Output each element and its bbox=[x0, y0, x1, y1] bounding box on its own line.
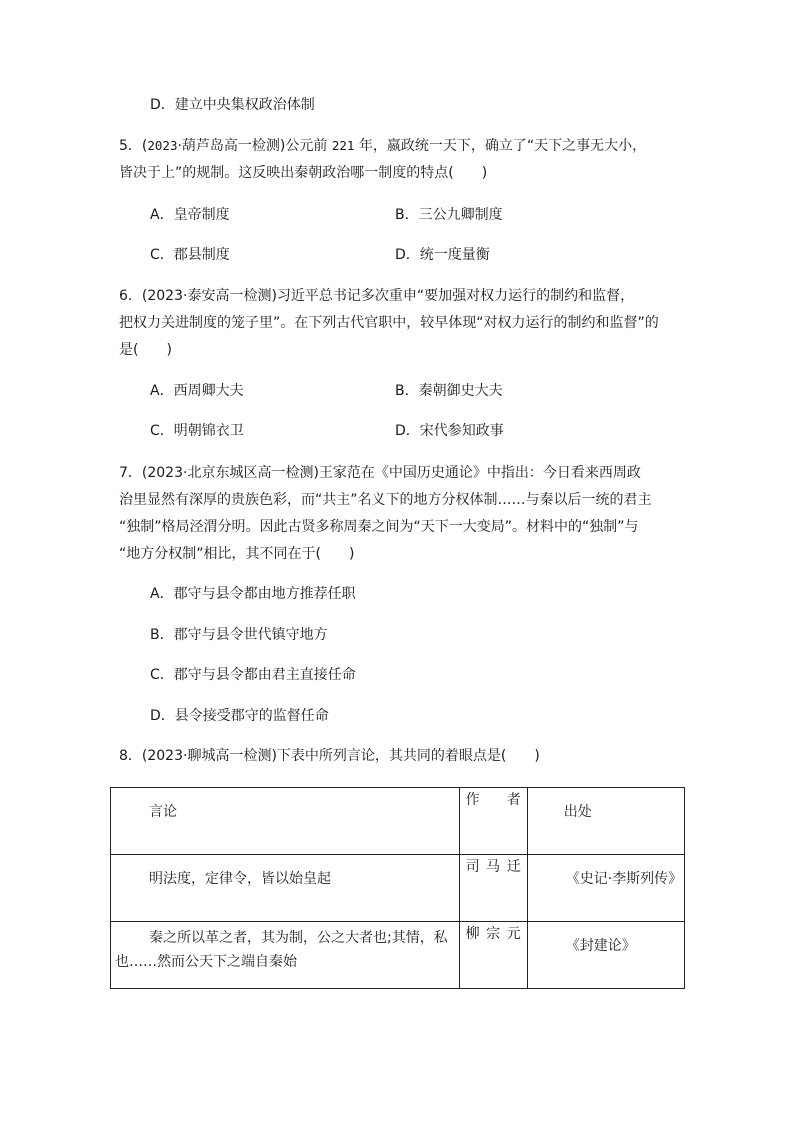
q5-year: 2023 bbox=[147, 138, 178, 153]
header-cell-author: 作者 bbox=[459, 788, 527, 855]
q7-option-c: C．郡守与县令都由君主直接任命 bbox=[150, 667, 356, 683]
quotes-table bbox=[110, 787, 685, 989]
quote-cell: 秦之所以革之者，其为制，公之大者也;其情，私也……然而公天下之端自秦始 bbox=[111, 922, 460, 989]
header-cell-quote: 言论 bbox=[111, 788, 460, 855]
q5-text-b: 年，嬴政统一天下，确立了“天下之事无大小， bbox=[354, 138, 647, 154]
table-header-row bbox=[111, 788, 685, 855]
q7-stem-line1: 7．(2023·北京东城区高一检测)王家范在《中国历史通论》中指出：今日看来西周政 bbox=[119, 465, 641, 481]
author-cell: 柳宗元 bbox=[459, 922, 527, 989]
q4-option-d: D．建立中央集权政治体制 bbox=[150, 97, 315, 113]
q7-stem-line3: “独制”格局泾渭分明。因此古贤多称周秦之间为“天下一大变局”。材料中的“独制”与 bbox=[119, 519, 639, 535]
q7-stem-line2: 治里显然有深厚的贵族色彩，而“共主”名义下的地方分权体制……与秦以后一统的君主 bbox=[119, 492, 652, 508]
q6-option-c: C．明朝锦衣卫 bbox=[150, 423, 244, 439]
source-cell: 《史记·李斯列传》 bbox=[527, 855, 684, 922]
quote-cell: 明法度，定律令，皆以始皇起 bbox=[111, 855, 460, 922]
q7-option-a: A．郡守与县令都由地方推荐任职 bbox=[150, 586, 356, 602]
q5-number: 5．( bbox=[119, 138, 148, 154]
source-cell: 《封建论》 bbox=[527, 922, 684, 989]
q5-option-d: D．统一度量衡 bbox=[395, 247, 490, 263]
table-row bbox=[111, 855, 685, 922]
q6-stem-line3: 是( ) bbox=[119, 342, 172, 358]
q6-stem-line2: 把权力关进制度的笼子里”。在下列古代官职中，较早体现“对权力运行的制约和监督”的 bbox=[119, 315, 659, 331]
q5-year-number: 221 bbox=[331, 138, 355, 153]
q6-option-a: A．西周卿大夫 bbox=[150, 383, 244, 399]
q5-option-b: B．三公九卿制度 bbox=[395, 207, 503, 223]
q5-stem-line1 bbox=[119, 136, 646, 156]
q5-option-c: C．郡县制度 bbox=[150, 247, 230, 263]
table-row bbox=[111, 922, 685, 989]
q6-stem-line1: 6．(2023·泰安高一检测)习近平总书记多次重申“要加强对权力运行的制约和监督， bbox=[119, 288, 635, 304]
author-cell: 司马迁 bbox=[459, 855, 527, 922]
q7-option-b: B．郡守与县令世代镇守地方 bbox=[150, 627, 328, 643]
q5-option-a: A．皇帝制度 bbox=[150, 207, 230, 223]
header-cell-source: 出处 bbox=[527, 788, 684, 855]
q7-stem-line4: “地方分权制”相比，其不同在于( ) bbox=[119, 546, 355, 562]
q7-option-d: D．县令接受郡守的监督任命 bbox=[150, 708, 329, 724]
q6-option-d: D．宋代参知政事 bbox=[395, 423, 504, 439]
q5-stem-line2: 皆决于上”的规制。这反映出秦朝政治哪一制度的特点( ) bbox=[119, 165, 488, 181]
q6-option-b: B．秦朝御史大夫 bbox=[395, 383, 503, 399]
q5-text-a: ·葫芦岛高一检测)公元前 bbox=[177, 138, 332, 154]
q8-stem-line1: 8．(2023·聊城高一检测)下表中所列言论，其共同的着眼点是( ) bbox=[119, 748, 540, 764]
